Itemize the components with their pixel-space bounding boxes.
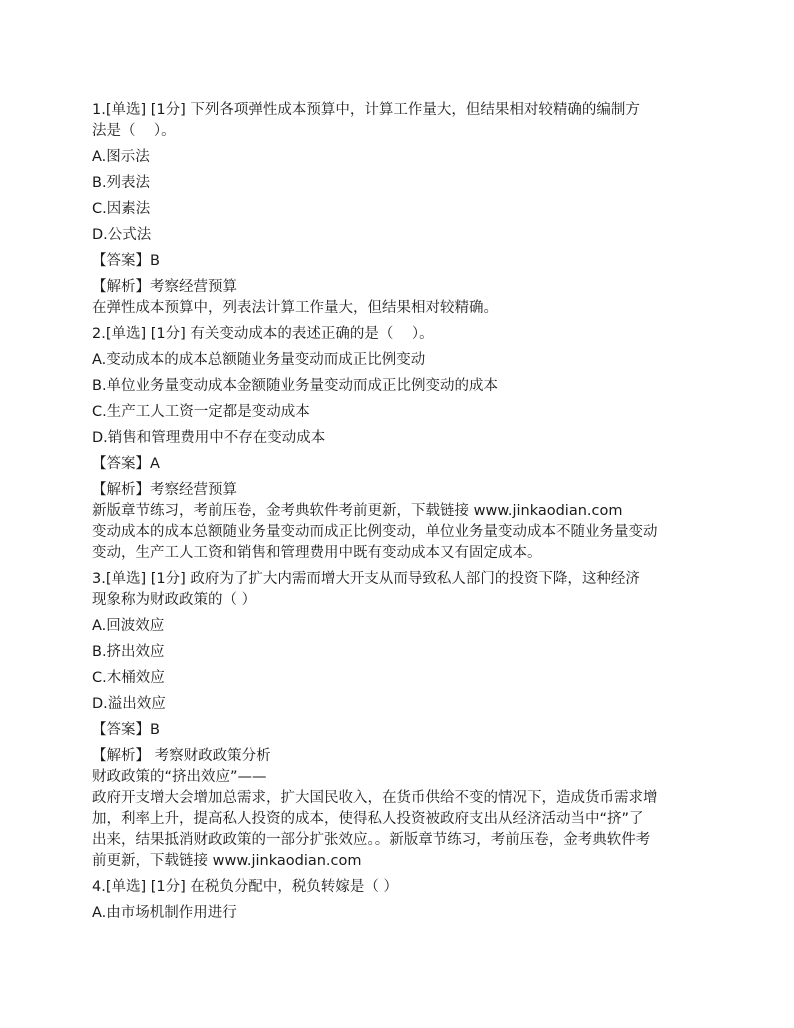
- option-d: D.公式法: [92, 227, 152, 243]
- analysis-title: 【解析】考察经营预算: [92, 482, 237, 498]
- option-c: C.生产工人工资一定都是变动成本: [92, 404, 310, 420]
- question-1: [92, 100, 712, 319]
- option-b: B.列表法: [92, 175, 151, 191]
- analysis-text: 出来，结果抵消财政政策的一部分扩张效应。。新版章节练习，考前压卷，金考典软件考: [92, 832, 651, 848]
- option-d: D.销售和管理费用中不存在变动成本: [92, 430, 326, 446]
- option-a: A.图示法: [92, 149, 150, 165]
- analysis-text: 加，利率上升，提高私人投资的成本，使得私人投资被政府支出从经济活动当中“挤”了: [92, 811, 644, 827]
- option-b: B.单位业务量变动成本金额随业务量变动而成正比例变动的成本: [92, 378, 499, 394]
- option-b: B.挤出效应: [92, 644, 165, 660]
- analysis-text: 在弹性成本预算中，列表法计算工作量大，但结果相对较精确。: [92, 300, 498, 316]
- question-3: [92, 569, 712, 872]
- question-stem: 2.[单选] [1分] 有关变动成本的表述正确的是（ ）。: [92, 326, 434, 342]
- analysis-text: 变动，生产工人工资和销售和管理费用中既有变动成本又有固定成本。: [92, 545, 542, 561]
- analysis-text: 变动成本的成本总额随业务量变动而成正比例变动，单位业务量变动成本不随业务量变动: [92, 524, 658, 540]
- analysis-text: 政府开支增大会增加总需求，扩大国民收入，在货币供给不变的情况下，造成货币需求增: [92, 790, 658, 806]
- option-c: C.因素法: [92, 201, 151, 217]
- option-c: C.木桶效应: [92, 670, 165, 686]
- answer: 【答案】B: [92, 722, 160, 738]
- question-4: [92, 877, 712, 924]
- option-a: A.变动成本的成本总额随业务量变动而成正比例变动: [92, 352, 426, 368]
- question-stem: 1.[单选] [1分] 下列各项弹性成本预算中，计算工作量大，但结果相对较精确的编制方: [92, 102, 640, 118]
- answer: 【答案】B: [92, 253, 160, 269]
- question-2: [92, 324, 712, 564]
- option-a: A.回波效应: [92, 618, 165, 634]
- analysis-text: 前更新，下载链接 www.jinkaodian.com: [92, 853, 362, 869]
- exam-page: [92, 100, 712, 924]
- option-d: D.溢出效应: [92, 696, 166, 712]
- question-stem-continued: 现象称为财政政策的（ ）: [92, 592, 257, 608]
- analysis-title: 【解析】 考察财政政策分析: [92, 748, 271, 764]
- analysis-title: 【解析】考察经营预算: [92, 279, 237, 295]
- answer: 【答案】A: [92, 456, 160, 472]
- analysis-text: 新版章节练习，考前压卷，金考典软件考前更新，下载链接 www.jinkaodian.com: [92, 503, 623, 519]
- question-stem-continued: 法是（ ）。: [92, 123, 176, 139]
- option-a: A.由市场机制作用进行: [92, 905, 237, 921]
- analysis-text: 财政政策的“挤出效应”——: [92, 769, 267, 785]
- question-stem: 3.[单选] [1分] 政府为了扩大内需而增大开支从而导致私人部门的投资下降，这种经济: [92, 571, 640, 587]
- question-stem: 4.[单选] [1分] 在税负分配中，税负转嫁是（ ）: [92, 879, 399, 895]
